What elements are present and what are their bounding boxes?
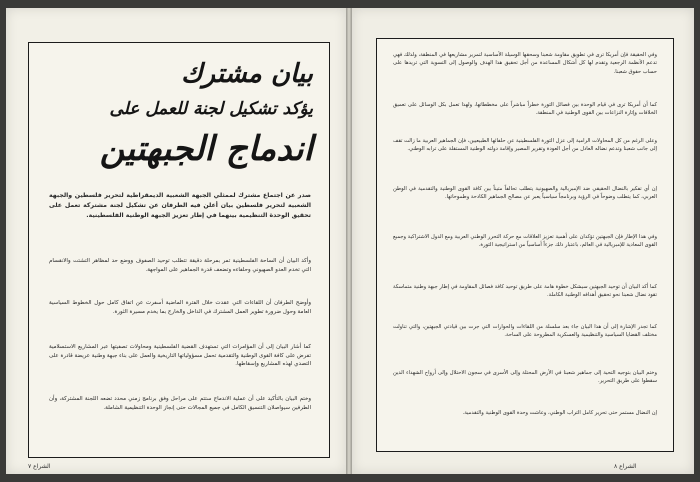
body-paragraph: وختم البيان بالتأكيد على أن عملية الاندماج ستتم على مراحل وفق برنامج زمني محدد تضعه اللجنة المشتركة، وأن الطرفين سيواصلان التنسيق الكامل في جميع المجالات حتى إنجاز الوحدة التنظيمية الشاملة. xyxy=(49,396,311,411)
lead-paragraph: صدر عن اجتماع مشترك لممثلي الجبهة الشعبية الديمقراطية لتحرير فلسطين والجبهة الشعبية لتحرير فلسطين بيان أعلن فيه الطرفان عن تشكيل لجنة مشتركة تعمل على تحقيق الوحدة التنظيمية بينهما في إطار تعزيز الجبهة الوطنية الفلسطينية. xyxy=(49,192,311,220)
body-paragraph: وفي هذا الإطار فإن الجبهتين تؤكدان على أهمية تعزيز العلاقات مع حركة التحرر الوطني العربية ومع الدول الاشتراكية وجميع القوى المعادية للإمبريالية في العالم، باعتبار ذلك جزءاً أساسياً من استراتيجية الثورة. xyxy=(393,234,657,249)
right-article-frame xyxy=(376,38,674,452)
body-paragraph: وأكد البيان أن الساحة الفلسطينية تمر بمرحلة دقيقة تتطلب توحيد الصفوف ووضع حد لمظاهر التشتت والانقسام التي تخدم العدو الصهيوني وحلفاءه وتضعف قدرة الجماهير على المواجهة. xyxy=(49,258,311,273)
body-paragraph: كما أكد البيان أن توحيد الجبهتين سيشكل خطوة هامة على طريق توحيد كافة فصائل المقاومة في إطار جبهة وطنية متماسكة تقود نضال شعبنا نحو تحقيق أهدافه الوطنية الكاملة. xyxy=(393,284,657,299)
body-paragraph: إن النضال مستمر حتى تحرير كامل التراب الوطني، وعاشت وحدة القوى الوطنية والتقدمية. xyxy=(462,410,657,416)
body-paragraph: وفي الحقيقة فإن أمريكا ترى في تطويق مقاومة شعبنا وسحقها الوسيلة الأساسية لتمرير مشاريعها في المنطقة، ولذلك فهي تدعم الأنظمة الرجعية وتقدم لها كل أشكال المساعدة من أجل تحقيق هذا الهدف والوصول إلى التسوية التي تريدها على حساب حقوق شعبنا. xyxy=(393,52,657,75)
headline-line-3: اندماج الجبهتين xyxy=(99,129,313,169)
body-paragraph: كما تجدر الإشارة إلى أن هذا البيان جاء بعد سلسلة من اللقاءات والحوارات التي جرت بين قيادتي الجبهتين، والتي تناولت مختلف القضايا السياسية والتنظيمية والعسكرية المطروحة على الساحة. xyxy=(393,324,657,339)
right-page xyxy=(352,8,694,474)
body-paragraph: وأوضح الطرفان أن اللقاءات التي عقدت خلال الفترة الماضية أسفرت عن اتفاق كامل حول الخطوط السياسية العامة وحول ضرورة تطوير العمل المشترك في الداخل والخارج بما يخدم مسيرة الثورة. xyxy=(49,300,311,315)
magazine-spread xyxy=(6,8,694,474)
headline-line-2: يؤكد تشكيل لجنة للعمل على xyxy=(109,99,313,119)
left-article-frame xyxy=(28,42,330,458)
page-number: الشراع ٨ xyxy=(614,463,637,470)
body-paragraph: إن أي تفكير بالنضال الحقيقي ضد الإمبريالية والصهيونية يتطلب تحالفاً متيناً بين كافة القوى الوطنية والتقدمية في الوطن العربي، كما يتطلب وضوحاً في الرؤية وبرنامجاً سياسياً يعبر عن مصالح الجماهير الكادحة وطموحاتها. xyxy=(393,186,657,201)
body-paragraph: وعلى الرغم من كل المحاولات الرامية إلى عزل الثورة الفلسطينية عن حلفائها الطبيعيين، فإن الجماهير العربية ما زالت تقف إلى جانب شعبنا وتدعم نضاله العادل من أجل العودة وتقرير المصير وإقامة دولته الوطنية المستقلة على ترابه الوطني. xyxy=(393,138,657,153)
page-number: الشراع ٧ xyxy=(28,463,51,470)
body-paragraph: كما أن أمريكا ترى في قيام الوحدة بين فصائل الثورة خطراً مباشراً على مخططاتها، ولهذا تعمل بكل الوسائل على تعميق الخلافات وإثارة النزاعات بين القوى الوطنية في المنطقة. xyxy=(393,102,657,117)
body-paragraph: وختم البيان بتوجيه التحية إلى جماهير شعبنا في الأرض المحتلة وإلى الأسرى في سجون الاحتلال وإلى أرواح الشهداء الذين سقطوا على طريق التحرير. xyxy=(393,370,657,385)
body-paragraph: كما أشار البيان إلى أن المؤامرات التي تستهدف القضية الفلسطينية ومحاولات تصفيتها عبر المشاريع الاستسلامية تفرض على كافة القوى الوطنية والتقدمية تحمل مسؤولياتها التاريخية والعمل على بناء جبهة وطنية عريضة قادرة على التصدي لهذه المشاريع وإسقاطها. xyxy=(49,344,311,368)
left-page xyxy=(6,8,346,474)
headline-line-1: بيان مشترك xyxy=(181,59,313,89)
